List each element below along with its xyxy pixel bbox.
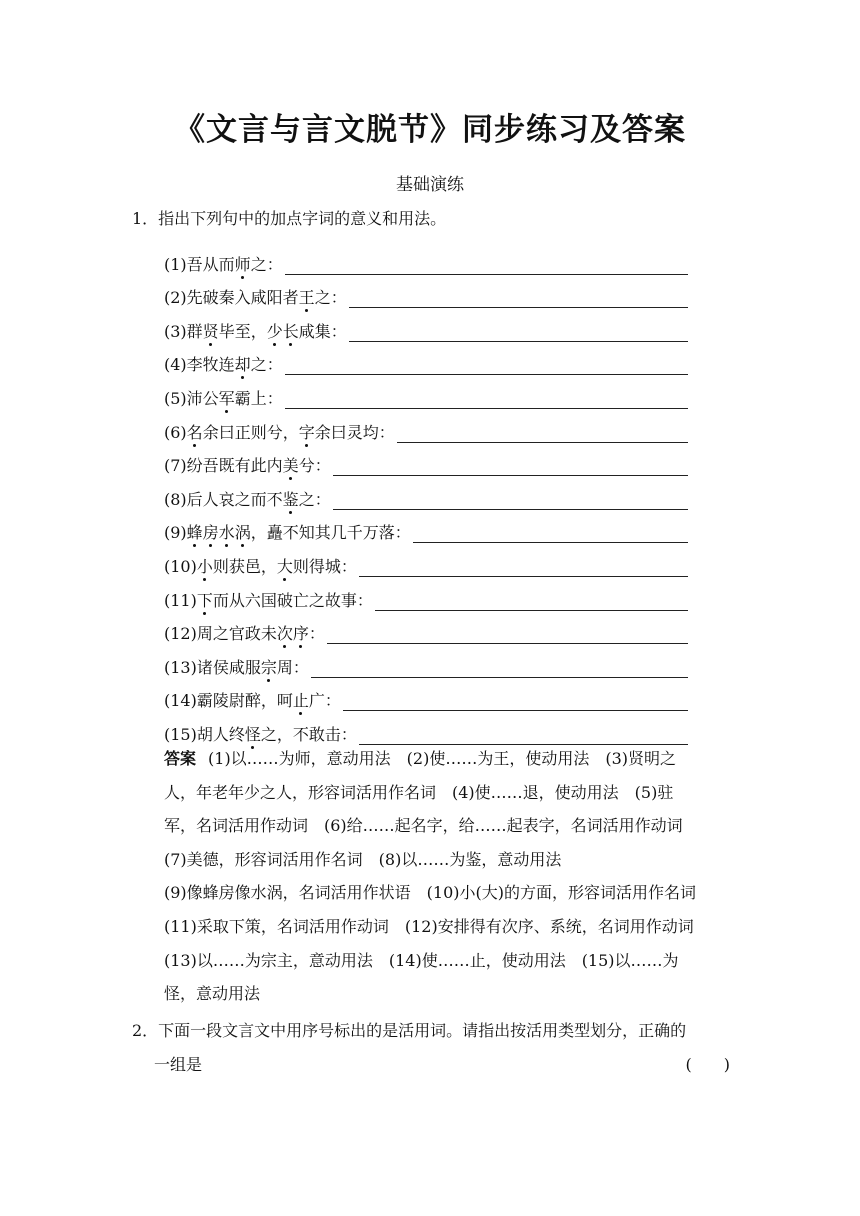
exercise-item-text xyxy=(164,420,395,443)
emphasized-character: 军 xyxy=(219,386,235,409)
answer-text: 怪，意动用法 xyxy=(164,984,261,1004)
item-text-segment: (9) xyxy=(164,523,187,543)
emphasized-character: 小 xyxy=(197,554,213,577)
emphasized-character: 却 xyxy=(235,352,251,375)
item-text-segment: 余曰正则兮， xyxy=(202,422,299,442)
exercise-item-text xyxy=(164,688,341,711)
emphasized-character: 师 xyxy=(235,252,251,275)
answer-blank-line[interactable] xyxy=(285,388,688,409)
item-text-segment: 则得城： xyxy=(292,556,357,576)
exercise-item xyxy=(164,611,688,645)
question-2-line-1: 2．下面一段文言文中用序号标出的是活用词。请指出按活用类型划分，正确的 xyxy=(132,1021,687,1040)
item-text-segment: 周： xyxy=(276,657,309,677)
item-text-segment: 广： xyxy=(308,691,341,711)
emphasized-character: 大 xyxy=(277,554,293,577)
item-text-segment: 霸上： xyxy=(234,388,283,408)
answer-blank-line[interactable] xyxy=(397,422,688,443)
item-text-segment: (4)李牧连 xyxy=(164,355,235,375)
emphasized-character: 止 xyxy=(293,688,309,711)
emphasized-character: 序 xyxy=(293,621,309,644)
item-text-segment: (8)后人哀之而不 xyxy=(164,489,283,509)
exercise-item-text xyxy=(164,487,331,510)
item-text-segment: 余曰灵均： xyxy=(314,422,395,442)
emphasized-character: 少 xyxy=(267,319,283,342)
item-text-segment: 咸集： xyxy=(298,321,347,341)
answer-line xyxy=(164,809,734,843)
answer-line xyxy=(164,876,734,910)
exercise-item xyxy=(164,543,688,577)
question-2 xyxy=(132,1014,730,1081)
answer-blank-line[interactable] xyxy=(327,623,688,644)
emphasized-character: 次 xyxy=(277,621,293,644)
answer-blank-line[interactable] xyxy=(333,455,688,476)
question-1-items xyxy=(164,241,688,745)
item-text-segment: 毕至， xyxy=(218,321,267,341)
answer-blank-line[interactable] xyxy=(311,657,688,678)
item-text-segment: 兮： xyxy=(298,456,331,476)
answer-blank-line[interactable] xyxy=(333,489,688,510)
emphasized-character: 贤 xyxy=(203,319,219,342)
item-text-segment: 而从六国破亡之故事： xyxy=(212,590,373,610)
exercise-item-text xyxy=(164,554,357,577)
answer-line xyxy=(164,977,734,1011)
answer-line xyxy=(164,843,734,877)
item-text-segment: (10) xyxy=(164,556,197,576)
emphasized-character: 怪 xyxy=(245,722,261,745)
item-text-segment: 之，不敢击： xyxy=(260,724,357,744)
item-text-segment: ，矗不知其几千万落： xyxy=(250,523,411,543)
exercise-item xyxy=(164,241,688,275)
exercise-item xyxy=(164,275,688,309)
answer-text: (13)以……为宗主，意动用法 (14)使……止，使动用法 (15)以……为 xyxy=(164,950,679,970)
item-text-segment: (6) xyxy=(164,422,187,442)
answer-block xyxy=(164,742,734,1011)
exercise-item-text xyxy=(164,386,283,409)
emphasized-character: 涡 xyxy=(235,520,251,543)
exercise-item-text xyxy=(164,520,411,543)
item-text-segment: 之： xyxy=(298,489,331,509)
exercise-item-text xyxy=(164,621,325,644)
answer-text: 人，年老年少之人，形容词活用作名词 (4)使……退，使动用法 (5)驻 xyxy=(164,782,674,802)
answer-blank-line[interactable] xyxy=(343,690,688,711)
exercise-item xyxy=(164,409,688,443)
item-text-segment: (7)纷吾既有此内 xyxy=(164,456,283,476)
exercise-item-text xyxy=(164,453,331,476)
emphasized-character: 蜂 xyxy=(187,520,203,543)
answer-text: 军，名词活用作动词 (6)给……起名字，给……起表字，名词活用作动词 xyxy=(164,816,683,836)
exercise-item xyxy=(164,510,688,544)
page-title: 《文言与言文脱节》同步练习及答案 xyxy=(174,112,686,148)
emphasized-character: 下 xyxy=(197,588,213,611)
section-subtitle: 基础演练 xyxy=(396,175,464,195)
exercise-item-text xyxy=(164,285,347,308)
exercise-item xyxy=(164,711,688,745)
answer-line xyxy=(164,776,734,810)
exercise-item xyxy=(164,342,688,376)
item-text-segment: ： xyxy=(308,624,325,644)
item-text-segment: 则获邑， xyxy=(212,556,277,576)
emphasized-character: 美 xyxy=(283,453,299,476)
exercise-item xyxy=(164,476,688,510)
exercise-item-text xyxy=(164,352,283,375)
item-text-segment: (11) xyxy=(164,590,197,610)
answer-blank-line[interactable] xyxy=(359,556,688,577)
emphasized-character: 宗 xyxy=(261,655,277,678)
item-text-segment: 之： xyxy=(250,355,283,375)
answer-parentheses: ( ) xyxy=(685,1054,730,1074)
item-text-segment: (12)周之官政未 xyxy=(164,624,277,644)
answer-text: (1)以……为师，意动用法 (2)使……为王，使动用法 (3)贤明之 xyxy=(208,749,677,768)
item-text-segment: 之： xyxy=(250,254,283,274)
item-text-segment: (15)胡人终 xyxy=(164,724,245,744)
item-text-segment: (13)诸侯咸服 xyxy=(164,657,261,677)
exercise-item-text xyxy=(164,655,309,678)
answer-text: (9)像蜂房像水涡，名词活用作状语 (10)小(大)的方面，形容词活用作名词 xyxy=(164,883,696,903)
exercise-item-text xyxy=(164,252,283,275)
question-1-prompt: 1．指出下列句中的加点字词的意义和用法。 xyxy=(132,209,447,228)
emphasized-character: 字 xyxy=(299,420,315,443)
answer-line xyxy=(164,910,734,944)
emphasized-character: 房 xyxy=(203,520,219,543)
answer-label: 答案 xyxy=(164,749,197,768)
emphasized-character: 长 xyxy=(283,319,299,342)
answer-blank-line[interactable] xyxy=(413,522,688,543)
exercise-item xyxy=(164,308,688,342)
answer-line xyxy=(164,944,734,978)
emphasized-character: 水 xyxy=(219,520,235,543)
answer-blank-line[interactable] xyxy=(285,254,688,275)
question-2-stem: 一组是 xyxy=(154,1054,203,1074)
item-text-segment: 之： xyxy=(314,288,347,308)
answer-text: (7)美德，形容词活用作名词 (8)以……为鉴，意动用法 xyxy=(164,849,562,869)
item-text-segment: (2)先破秦入咸阳者 xyxy=(164,288,299,308)
exercise-item xyxy=(164,375,688,409)
answer-line xyxy=(164,742,734,776)
exercise-item-text xyxy=(164,319,347,342)
item-text-segment: (3)群 xyxy=(164,321,203,341)
exercise-item xyxy=(164,678,688,712)
answer-text: (11)采取下策，名词活用作动词 (12)安排得有次序、系统，名词用作动词 xyxy=(164,916,694,936)
exercise-item-text xyxy=(164,588,373,611)
exercise-item xyxy=(164,577,688,611)
item-text-segment: (1)吾从而 xyxy=(164,254,235,274)
answer-blank-line[interactable] xyxy=(375,590,688,611)
answer-blank-line[interactable] xyxy=(285,354,688,375)
emphasized-character: 王 xyxy=(299,285,315,308)
question-2-line-2 xyxy=(132,1048,730,1082)
exercise-item xyxy=(164,443,688,477)
item-text-segment: (5)沛公 xyxy=(164,388,219,408)
emphasized-character: 鉴 xyxy=(283,487,299,510)
answer-blank-line[interactable] xyxy=(349,321,688,342)
answer-blank-line[interactable] xyxy=(349,287,688,308)
item-text-segment: (14)霸陵尉醉，呵 xyxy=(164,691,293,711)
exercise-item xyxy=(164,644,688,678)
emphasized-character: 名 xyxy=(187,420,203,443)
